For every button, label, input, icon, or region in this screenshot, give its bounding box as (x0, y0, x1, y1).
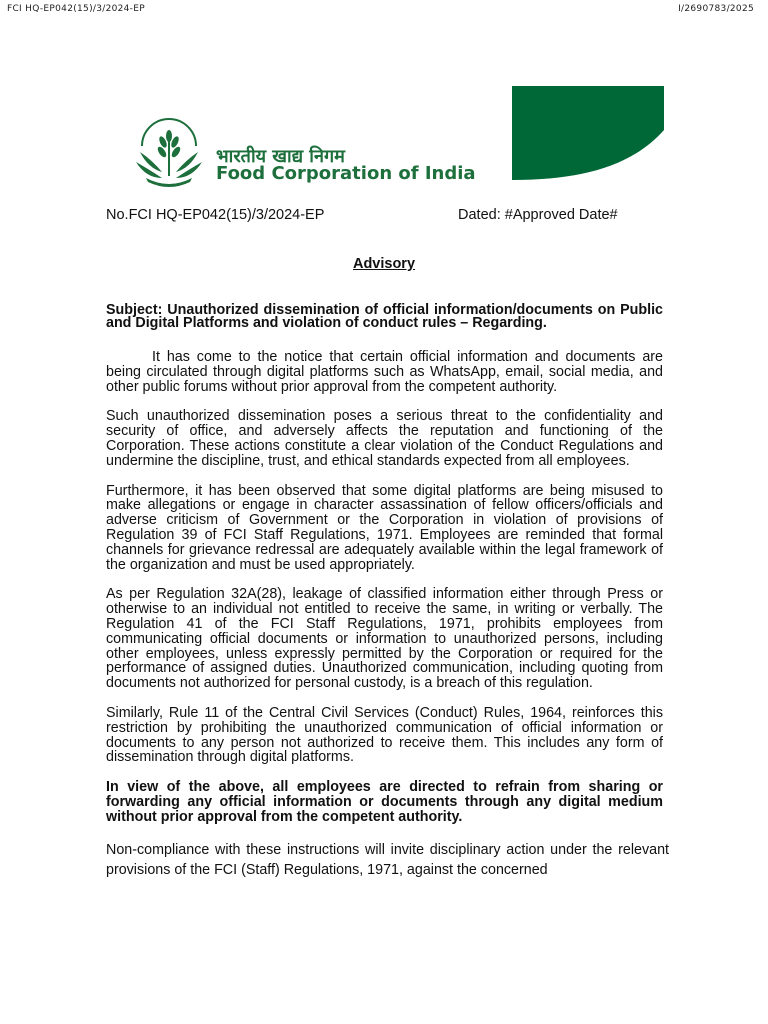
document-date: Dated: #Approved Date# (458, 207, 618, 223)
paragraph-1: It has come to the notice that certain official information and documents are being circulated through digital platforms such as WhatsApp, email, social media, and other public forums without prior approval from the competent authority. (106, 349, 663, 395)
subject-line: Subject: Unauthorized dissemination of official information/documents on Public and Digital Platforms and violation of conduct rules – Regarding. (106, 302, 663, 331)
document-title: Advisory (352, 256, 416, 272)
corner-brand-shape (512, 86, 664, 180)
header-file-number: FCI HQ-EP042(15)/3/2024-EP (7, 4, 145, 14)
paragraph-2: Such unauthorized dissemination poses a serious threat to the confidentiality and security of office, and adversely affects the reputation and functioning of the Corporation. These actions constitute a clear violation of the Conduct Regulations and undermine the discipline, trust, and ethical standards expected from all employees. (106, 408, 663, 469)
paragraph-5: Similarly, Rule 11 of the Central Civil Services (Conduct) Rules, 1964, reinforces this restriction by prohibiting the unauthorized communication of official information or documents to any person not authorized to receive them. This includes any form of dissemination through digital platforms. (106, 704, 663, 766)
paragraph-4: As per Regulation 32A(28), leakage of classified information either through Press or otherwise to an individual not entitled to receive the same, in writing or verbally. The Regulation 41 of the FCI Staff Regulations, 1971, prohibits employees from communicating official documents or information to unauthorized persons, including other employees, unless expressly permitted by the Corporation or required for the performance of assigned duties. Unauthorized communication, including quoting from documents not authorized for personal custody, is a breach of this regulation. (106, 586, 663, 692)
document-body (106, 302, 669, 895)
org-name-hindi: भारतीय खाद्य निगम (216, 146, 345, 167)
fci-emblem-icon (132, 116, 206, 190)
reference-number: No.FCI HQ-EP042(15)/3/2024-EP (106, 207, 325, 223)
org-name-english: Food Corporation of India (216, 163, 476, 184)
header-receipt-number: I/2690783/2025 (678, 4, 754, 14)
paragraph-non-compliance: Non-compliance with these instructions will invite disciplinary action under the relevant provisions of the FCI (Staff) Regulations, 1971, against the concerned (106, 841, 669, 878)
paragraph-3: Furthermore, it has been observed that some digital platforms are being misused to make allegations or engage in character assassination of fellow officers/officials and adverse criticism of Government or the Corporation in violation of provisions of Regulation 39 of FCI Staff Regulations, 1971. Employees are reminded that formal channels for grievance redressal are adequately available within the legal framework of the organization and must be used appropriately. (106, 482, 663, 573)
paragraph-directive: In view of the above, all employees are directed to refrain from sharing or forwarding any official information or documents through any digital medium without prior approval from the competent authority. (106, 779, 663, 825)
